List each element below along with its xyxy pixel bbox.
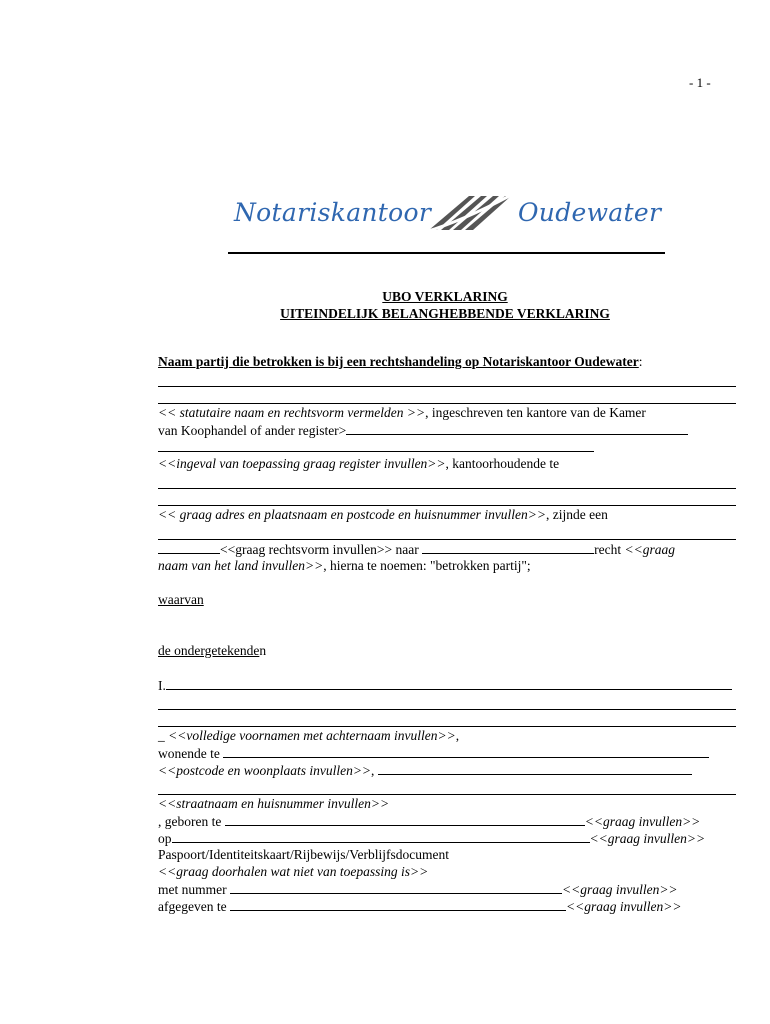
register-hint: <<ingeval van toepassing graag register invullen>>: [158, 456, 446, 471]
register-continue-line: [158, 438, 736, 455]
issued-line: [158, 897, 736, 914]
office-blank[interactable]: [158, 472, 736, 489]
page-number: - 1 -: [689, 75, 711, 90]
street-hint: <<straatnaam en huisnummer invullen>>: [158, 796, 390, 811]
born-line: [158, 812, 736, 829]
law-text: recht: [594, 542, 625, 557]
party-name-hint: << statutaire naam en rechtsvorm vermelden >>: [158, 405, 426, 420]
residing-line: [158, 744, 736, 761]
party-name-blank-2[interactable]: [158, 387, 736, 404]
address-hint-line: [158, 506, 736, 523]
street-blank[interactable]: [158, 778, 736, 795]
legal-form-blank[interactable]: [158, 523, 736, 540]
postcode-line: [158, 761, 736, 778]
postcode-field[interactable]: [378, 761, 692, 775]
country-hint-a: <<graag: [624, 542, 675, 557]
birthplace-hint: <<graag invullen>>: [584, 814, 701, 829]
notary-logo: [234, 186, 664, 244]
hereafter-text: , hierna te noemen: "betrokken partij";: [323, 558, 531, 573]
birthdate-line: [158, 829, 736, 846]
signatory-heading-line: [158, 642, 736, 659]
numeral-line: [158, 676, 736, 693]
country-hint-b: naam van het land invullen>>: [158, 558, 324, 573]
street-hint-line: [158, 795, 736, 812]
party-name-line: [158, 404, 736, 421]
birthdate-field[interactable]: [172, 829, 590, 843]
seated-text: , zijnde een: [546, 507, 608, 522]
document-subtitle: UITEINDELIJK BELANGHEBBENDE VERKLARING: [280, 306, 610, 321]
names-hint-line: [158, 727, 736, 744]
signatory-name-blank-3[interactable]: [158, 710, 736, 727]
party-heading-colon: :: [638, 354, 643, 369]
residing-text: wonende te: [158, 746, 224, 761]
office-text: , kantoorhoudende te: [445, 456, 560, 471]
registered-text: , ingeschreven ten kantore van de Kamer: [425, 405, 646, 420]
register-field-2[interactable]: [158, 438, 594, 452]
strike-hint-line: [158, 863, 736, 880]
party-heading: Naam partij die betrokken is bij een rechtshandeling op Notariskantoor Oudewater: [158, 354, 639, 369]
residence-field[interactable]: [223, 744, 709, 758]
strike-hint: <<graag doorhalen wat niet van toepassing is>>: [158, 864, 429, 879]
on-text: op: [158, 831, 172, 846]
issued-place-field[interactable]: [230, 897, 566, 911]
names-hint: <<volledige voornamen met achternaam invullen>>: [168, 728, 456, 743]
country-line: [158, 557, 736, 574]
issued-place-hint: <<graag invullen>>: [565, 899, 682, 914]
legal-form-text: <<graag rechtsvorm invullen>> naar: [220, 542, 423, 557]
declaration-body: [158, 353, 736, 914]
postcode-suffix: ,: [371, 763, 378, 778]
signatory-name-blank-2[interactable]: [158, 693, 736, 710]
number-text: met nummer: [158, 882, 230, 897]
whereof-line: [158, 591, 736, 608]
document-number-hint: <<graag invullen>>: [561, 882, 678, 897]
postcode-hint: <<postcode en woonplaats invullen>>: [158, 763, 372, 778]
address-hint: << graag adres en plaatsnaam en postcode en huisnummer invullen>>: [158, 507, 547, 522]
logo-divider: [228, 252, 665, 254]
doc-types-text: Paspoort/Identiteitskaart/Rijbewijs/Verblijfsdocument: [158, 847, 449, 862]
law-field[interactable]: [422, 540, 594, 554]
names-suffix: ,: [455, 728, 460, 743]
office-blank-2[interactable]: [158, 489, 736, 506]
signatory-heading-tail: n: [259, 643, 267, 658]
register-field[interactable]: [346, 421, 688, 435]
signatory-name-field[interactable]: [166, 676, 732, 690]
party-heading-line: [158, 353, 736, 370]
party-name-blank[interactable]: [158, 370, 736, 387]
born-text: , geboren te: [158, 814, 225, 829]
birthplace-field[interactable]: [225, 812, 585, 826]
logo-left-text: Notariskantoor: [234, 198, 432, 227]
kvk-text: van Koophandel of ander register>: [158, 423, 347, 438]
notary-swoosh-icon: [425, 190, 515, 236]
logo-right-text: Oudewater: [518, 198, 662, 227]
legal-form-line: [158, 540, 736, 557]
kvk-line: [158, 421, 736, 438]
signatory-heading: de ondergetekende: [158, 643, 260, 658]
doc-types-line: [158, 846, 736, 863]
number-line: [158, 880, 736, 897]
register-hint-line: [158, 455, 736, 472]
signatory-numeral: I.: [158, 678, 166, 693]
document-title: UBO VERKLARING: [382, 289, 508, 304]
whereof-text: waarvan: [158, 592, 204, 607]
legal-form-field[interactable]: [158, 540, 220, 554]
issued-text: afgegeven te: [158, 899, 230, 914]
document-number-field[interactable]: [230, 880, 562, 894]
birthdate-hint: <<graag invullen>>: [589, 831, 706, 846]
names-prefix: _: [158, 728, 169, 743]
